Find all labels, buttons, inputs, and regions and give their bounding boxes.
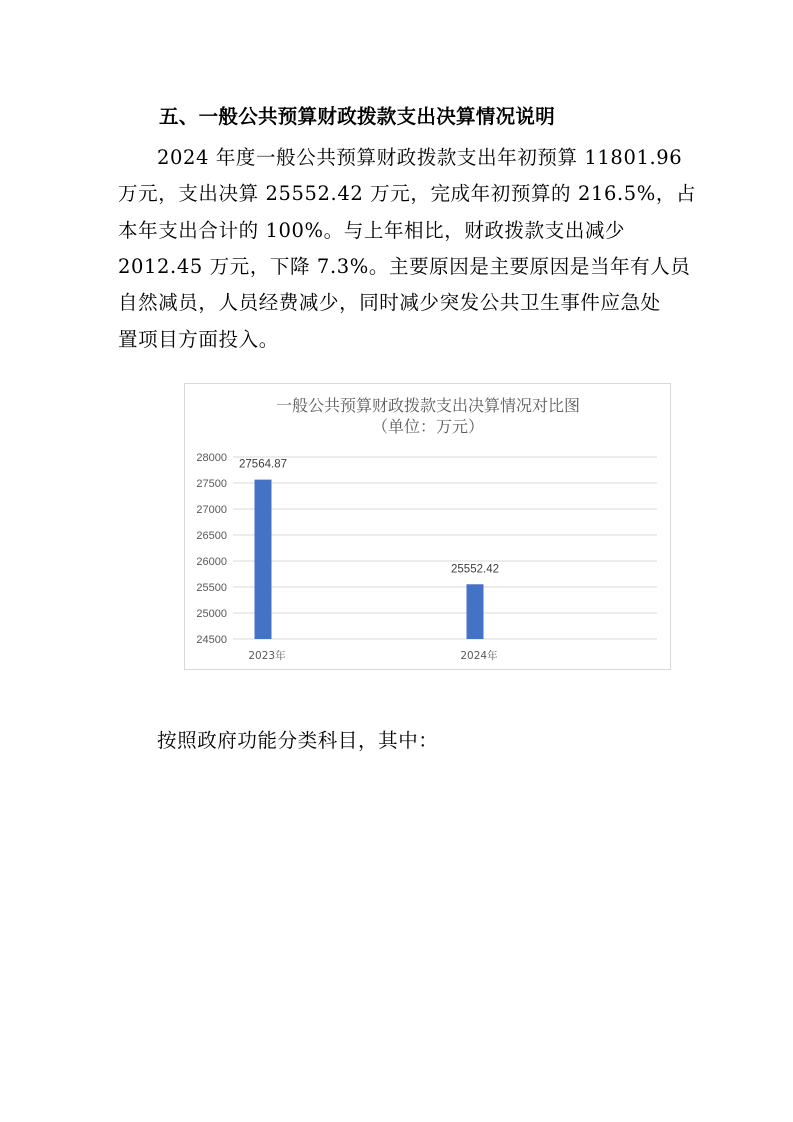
bar-chart [184, 383, 671, 670]
y-tick-label: 25000 [196, 608, 227, 620]
paragraph-line: 2024 年度一般公共预算财政拨款支出年初预算 11801.96 [157, 146, 683, 169]
bar [467, 584, 484, 639]
y-tick-label: 25500 [196, 582, 227, 594]
y-axis-ticks [196, 452, 227, 646]
x-tick-label: 2023年 [248, 650, 286, 662]
paragraph-line: 本年支出合计的 100%。与上年相比，财政拨款支出减少 [118, 219, 626, 242]
paragraph-line: 置项目方面投入。 [118, 328, 279, 351]
data-label: 25552.42 [451, 563, 499, 576]
data-label: 27564.87 [239, 458, 287, 471]
closing-text: 按照政府功能分类科目，其中： [157, 729, 439, 752]
paragraph-line: 万元，支出决算 25552.42 万元，完成年初预算的 216.5%，占 [118, 182, 697, 205]
y-tick-label: 26500 [196, 530, 227, 542]
bars [255, 480, 484, 639]
x-tick-label: 2024年 [460, 650, 498, 662]
y-tick-label: 24500 [196, 634, 227, 646]
bar-chart-svg [185, 384, 672, 671]
paragraph-line: 自然减员，人员经费减少，同时减少突发公共卫生事件应急处 [118, 291, 661, 314]
bar [255, 480, 272, 639]
y-tick-label: 27500 [196, 478, 227, 490]
chart-title: 一般公共预算财政拨款支出决算情况对比图 [275, 396, 581, 415]
section-heading: 五、一般公共预算财政拨款支出决算情况说明 [159, 105, 556, 128]
y-tick-label: 26000 [196, 556, 227, 568]
y-tick-label: 27000 [196, 504, 227, 516]
chart-subtitle: （单位：万元） [371, 417, 485, 436]
x-axis-labels [248, 649, 498, 662]
gridlines [233, 457, 657, 639]
data-labels [239, 459, 499, 576]
y-tick-label: 28000 [196, 452, 227, 464]
paragraph-line: 2012.45 万元，下降 7.3%。主要原因是主要原因是当年有人员 [118, 255, 691, 278]
